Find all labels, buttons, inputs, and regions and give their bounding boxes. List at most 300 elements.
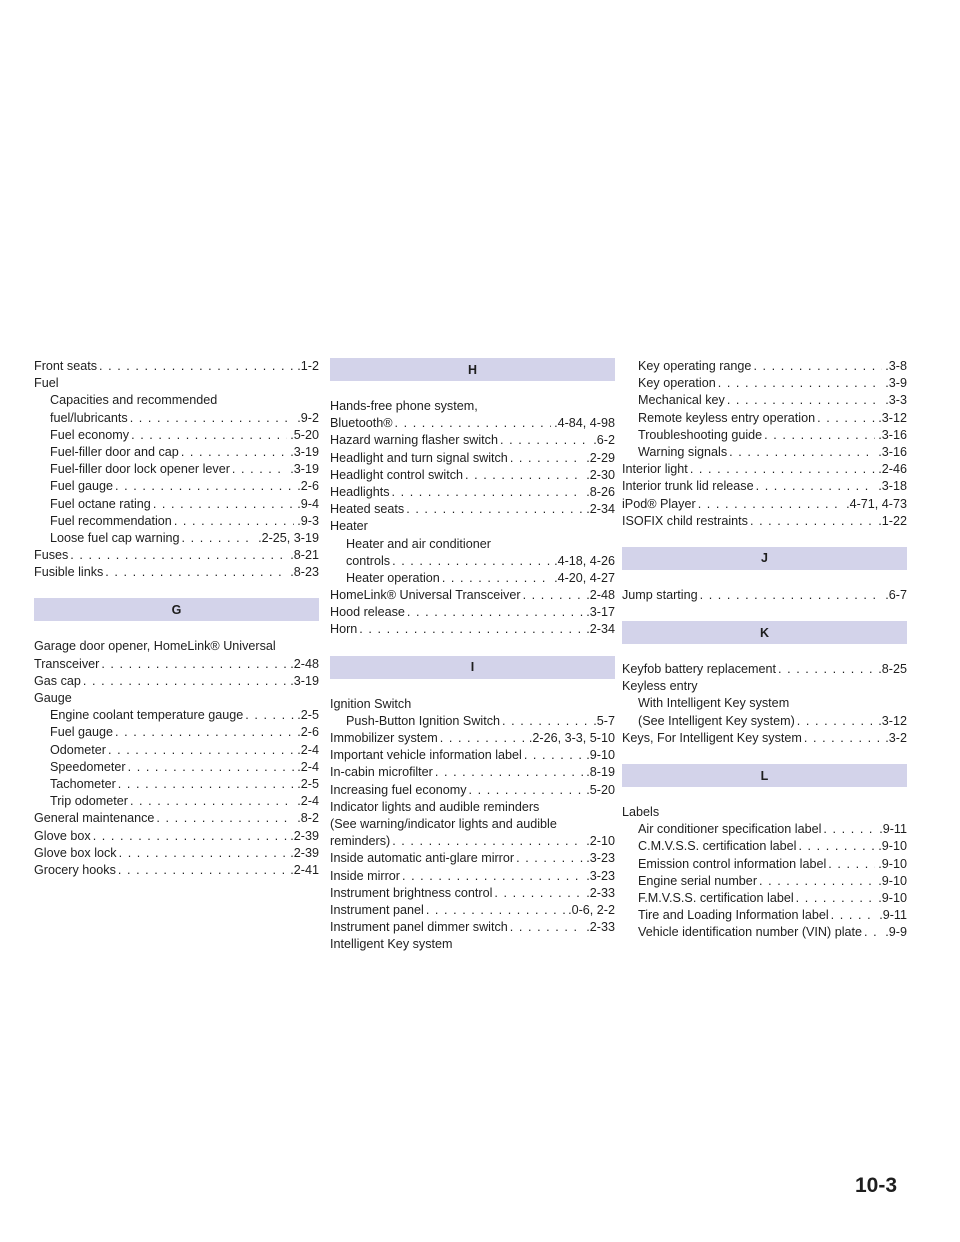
dot-leader [93,828,288,845]
dot-leader [690,461,875,478]
index-entry [34,530,319,547]
index-entry [34,673,319,690]
page-reference: .9-4 [297,496,319,511]
page-reference: .2-5 [297,776,319,791]
page-reference: .3-23 [586,868,615,883]
index-entry [34,793,319,810]
entry-text: Heater and air conditioner [346,536,491,551]
entry-text: F.M.V.S.S. certification label [638,890,794,905]
index-column-1 [34,358,319,879]
dot-leader [465,467,583,484]
entry-text: Important vehicle information label [330,748,522,763]
entry-text: controls [346,553,391,568]
index-entry [622,661,907,678]
entry-text: Capacities and recommended [50,393,218,408]
index-entry [622,856,907,873]
index-entry [34,478,319,495]
dot-leader [119,845,288,862]
entry-text: Keys, For Intelligent Key system [622,730,802,745]
entry-text: Headlight and turn signal switch [330,450,508,465]
dot-leader [718,375,883,392]
page-reference: .2-46 [878,462,907,477]
page-reference: .9-10 [878,890,907,905]
entry-text: Horn [330,622,358,637]
page-reference: .8-2 [297,811,319,826]
page-reference: .3-23 [586,851,615,866]
dot-leader [516,850,583,867]
page-reference: .9-9 [885,925,907,940]
section-header [622,621,907,644]
index-entry [330,467,615,484]
entry-text: Fuel-filler door and cap [50,444,179,459]
entry-text: fuel/lubricants [50,410,128,425]
entry-text: Garage door opener, HomeLink® Universal [34,639,276,654]
dot-leader [406,501,583,518]
dot-leader [442,570,551,587]
page-reference: .3-9 [885,376,907,391]
entry-text: General maintenance [34,811,155,826]
page-reference: .9-2 [297,410,319,425]
dot-leader [130,410,295,427]
dot-leader [392,833,583,850]
index-entry [34,547,319,564]
dot-leader [83,673,287,690]
page-reference: .2-41 [290,862,319,877]
dot-leader [359,621,583,638]
dot-leader [131,427,287,444]
dot-leader [402,868,583,885]
page-reference: .8-19 [586,765,615,780]
page-reference: .5-20 [290,427,319,442]
index-heading [330,518,615,535]
section-letter: I [470,660,475,675]
section-letter: L [760,768,769,783]
page-reference: .3-17 [586,605,615,620]
entry-text: Engine coolant temperature gauge [50,708,244,723]
page-reference: .6-2 [593,433,615,448]
index-entry [34,828,319,845]
page-reference: .3-3 [885,393,907,408]
dot-leader [435,764,583,781]
index-entry [330,713,615,730]
entry-text: Hood release [330,605,405,620]
index-heading [330,536,615,553]
entry-text: Fuel-filler door lock opener lever [50,462,230,477]
entry-text: Labels [622,805,660,819]
page-reference: .8-21 [290,548,319,563]
dot-leader [823,821,876,838]
dot-leader [524,747,583,764]
entry-text: Increasing fuel economy [330,782,467,797]
page-reference: .2-33 [586,885,615,900]
section-letter: K [759,625,770,640]
page-reference: .4-18, 4-26 [554,553,615,568]
entry-text: Hands-free phone system, [330,399,478,413]
index-entry [330,747,615,764]
page-number: 10-3 [855,1174,898,1197]
index-entry [330,902,615,919]
entry-text: Fuel [34,376,59,391]
index-entry [330,764,615,781]
section-header [34,598,319,621]
dot-leader [115,478,294,495]
dot-leader [115,724,294,741]
index-heading [622,804,907,821]
section-spacer [622,604,907,621]
index-entry [330,570,615,587]
page-reference: .9-10 [586,748,615,763]
index-entry [622,513,907,530]
index-heading [330,696,615,713]
index-entry [622,496,907,513]
entry-text: Keyfob battery replacement [622,662,777,677]
section-letter: H [467,362,478,377]
dot-leader [108,742,294,759]
index-heading [330,398,615,415]
entry-text: Loose fuel cap warning [50,530,180,545]
page-reference: .4-84, 4-98 [554,416,615,431]
index-entry [34,358,319,375]
index-heading [34,638,319,655]
dot-leader [469,782,584,799]
index-entry [330,850,615,867]
page-reference: .3-19 [290,462,319,477]
page-reference: .2-48 [290,656,319,671]
index-column-2 [330,358,615,953]
entry-text: Key operation [638,376,716,391]
dot-leader [182,530,256,547]
page-reference: .2-4 [297,742,319,757]
index-entry [622,890,907,907]
index-entry [622,730,907,747]
entry-text: Odometer [50,742,106,757]
page-reference: .2-5 [297,708,319,723]
entry-text: Heated seats [330,502,405,517]
entry-text: Transceiver [34,656,100,671]
entry-text: Fuel economy [50,427,130,442]
index-heading [34,375,319,392]
entry-text: Fuel gauge [50,479,114,494]
page-reference: .8-25 [878,662,907,677]
dot-leader [796,890,876,907]
page-reference: .2-6 [297,725,319,740]
dot-leader [99,358,294,375]
dot-leader [727,392,882,409]
page-reference: .2-10 [586,834,615,849]
entry-text: Intelligent Key system [330,937,453,952]
page-reference: .2-30 [586,467,615,482]
page-reference: .2-39 [290,845,319,860]
entry-text: Gas cap [34,673,81,688]
index-entry [330,868,615,885]
page-reference: .2-34 [586,502,615,517]
dot-leader [407,604,583,621]
page-reference: .8-23 [290,565,319,580]
page-reference: .3-8 [885,359,907,373]
page-reference: .9-10 [878,856,907,871]
dot-leader [128,759,295,776]
section-header [622,547,907,570]
entry-text: reminders) [330,834,391,849]
index-entry [622,392,907,409]
index-entry [330,885,615,902]
index-entry [622,907,907,924]
index-entry [34,461,319,478]
index-entry [34,513,319,530]
dot-leader [392,553,551,570]
index-entry [330,484,615,501]
page-reference: .2-26, 3-3, 5-10 [528,731,615,745]
dot-leader [500,432,590,449]
page-reference: .4-20, 4-27 [554,570,615,585]
entry-text: Troubleshooting guide [638,427,763,442]
page-reference: .3-16 [878,444,907,459]
entry-text: Immobilizer system [330,731,438,745]
dot-leader [70,547,287,564]
dot-leader [181,444,287,461]
index-heading [330,816,615,833]
page-reference: .9-10 [878,839,907,854]
entry-text: With Intelligent Key system [638,696,790,711]
entry-text: Indicator lights and audible reminders [330,799,540,814]
dot-leader [156,810,294,827]
entry-text: Ignition Switch [330,696,412,711]
dot-leader [828,856,875,873]
dot-leader [778,661,875,678]
index-entry [622,444,907,461]
page-reference: .2-6 [297,479,319,494]
dot-leader [502,713,590,730]
entry-text: Push-Button Ignition Switch [346,713,501,728]
dot-leader [798,838,875,855]
dot-leader [395,415,552,432]
entry-text: Remote keyless entry operation [638,410,816,425]
index-entry [330,782,615,799]
entry-text: Instrument brightness control [330,885,493,900]
section-header [330,656,615,679]
index-heading [330,936,615,953]
entry-text: Emission control information label [638,856,827,871]
page-reference: .5-7 [593,713,615,728]
dot-leader [105,564,287,581]
entry-text: Mechanical key [638,393,725,408]
section-letter: J [761,551,768,566]
index-entry [330,450,615,467]
page-reference: .3-19 [290,444,319,459]
dot-leader [864,924,882,941]
entry-text: Glove box lock [34,845,117,860]
section-spacer [330,639,615,656]
entry-text: In-cabin microfilter [330,765,433,780]
index-entry [330,415,615,432]
entry-text: Trip odometer [50,794,128,809]
index-entry [330,587,615,604]
index-entry [622,410,907,427]
index-entry [622,587,907,604]
entry-text: Fuel octane rating [50,496,151,511]
index-entry [34,496,319,513]
dot-leader [729,444,875,461]
entry-text: Vehicle identification number (VIN) plate [638,925,863,940]
entry-text: Interior trunk lid release [622,479,754,494]
entry-text: Inside automatic anti-glare mirror [330,851,515,866]
index-entry [622,427,907,444]
dot-leader [440,730,526,747]
index-entry [622,821,907,838]
entry-text: Heater operation [346,570,440,585]
entry-text: Fuses [34,548,69,563]
page-reference: .3-12 [878,713,907,728]
entry-text: (See Intelligent Key system) [638,713,795,728]
dot-leader [232,461,287,478]
index-entry [330,501,615,518]
section-header [330,358,615,381]
page-reference: .2-48 [586,588,615,603]
entry-text: HomeLink® Universal Transceiver [330,588,521,603]
dot-leader [831,907,877,924]
page-reference: .1-22 [878,513,907,528]
entry-text: Fusible links [34,565,104,580]
entry-text: Hazard warning flasher switch [330,433,498,448]
dot-leader [764,427,875,444]
entry-text: Interior light [622,462,688,477]
index-heading [622,695,907,712]
page-reference: .2-25, 3-19 [258,530,319,545]
page-reference: .2-4 [297,759,319,774]
index-entry [622,375,907,392]
dot-leader [759,873,875,890]
dot-leader [494,885,583,902]
entry-text: Headlight control switch [330,467,463,482]
dot-leader [817,410,875,427]
index-column-3 [622,358,907,942]
index-entry [34,742,319,759]
entry-text: Warning signals [638,444,728,459]
page-reference: .2-39 [290,828,319,843]
entry-text: C.M.V.S.S. certification label [638,839,797,854]
page-reference: .3-2 [885,730,907,745]
page-reference: .3-18 [878,479,907,494]
dot-leader [756,478,876,495]
dot-leader [797,713,875,730]
index-entry [330,432,615,449]
entry-text: Bluetooth® [330,416,393,431]
dot-leader [510,450,583,467]
index-heading [330,799,615,816]
entry-text: Key operating range [638,359,752,373]
entry-text: Engine serial number [638,873,758,888]
index-entry [622,461,907,478]
dot-leader [523,587,584,604]
index-entry [34,564,319,581]
index-entry [34,724,319,741]
entry-text: Heater [330,519,368,534]
entry-text: Jump starting [622,587,698,602]
entry-text: Instrument panel dimmer switch [330,920,508,935]
dot-leader [510,919,584,936]
dot-leader [101,656,287,673]
page-reference: .6-7 [885,587,907,602]
dot-leader [698,496,843,513]
index-entry [330,553,615,570]
page-reference: .2-33 [586,920,615,935]
dot-leader [804,730,882,747]
page-reference: .0-6, 2-2 [568,902,615,917]
entry-text: ISOFIX child restraints [622,513,748,528]
index-entry [330,604,615,621]
page-reference: .2-29 [586,450,615,465]
entry-text: Headlights [330,484,390,499]
index-heading [34,392,319,409]
dot-leader [153,496,294,513]
section-header [622,764,907,787]
index-entry [330,919,615,936]
index-entry [622,478,907,495]
page-reference: .9-10 [878,873,907,888]
index-entry [622,838,907,855]
entry-text: Tire and Loading Information label [638,908,829,923]
dot-leader [750,513,875,530]
index-entry [330,621,615,638]
index-entry [34,707,319,724]
entry-text: Fuel recommendation [50,513,172,528]
section-spacer [622,530,907,547]
index-entry [34,810,319,827]
dot-leader [426,902,565,919]
index-heading [34,690,319,707]
index-entry [622,358,907,375]
index-entry [34,427,319,444]
page-reference: .1-2 [297,359,319,373]
dot-leader [700,587,883,604]
entry-text: Air conditioner specification label [638,822,822,837]
entry-text: Keyless entry [622,679,698,694]
entry-text: iPod® Player [622,496,696,511]
index-heading [622,678,907,695]
entry-text: Speedometer [50,759,126,774]
entry-text: Grocery hooks [34,862,116,877]
index-entry [622,713,907,730]
dot-leader [392,484,584,501]
dot-leader [753,358,882,375]
section-spacer [34,581,319,598]
index-entry [34,759,319,776]
index-entry [34,410,319,427]
index-entry [622,924,907,941]
section-letter: G [171,602,182,617]
dot-leader [130,793,294,810]
index-entry [34,444,319,461]
page-reference: .3-19 [290,673,319,688]
page-reference: .4-71, 4-73 [846,496,907,511]
entry-text: Tachometer [50,776,116,791]
index-entry [330,730,615,747]
page-reference: .3-12 [878,410,907,425]
page-reference: .9-3 [297,513,319,528]
entry-text: Gauge [34,691,72,705]
dot-leader [174,513,294,530]
entry-text: Inside mirror [330,868,400,883]
section-spacer [622,747,907,764]
page-reference: .9-11 [879,908,907,923]
entry-text: Instrument panel [330,902,424,917]
dot-leader [118,862,287,879]
page-reference: .5-20 [586,782,615,797]
entry-text: Front seats [34,359,97,373]
index-entry [330,833,615,850]
index-entry [34,656,319,673]
entry-text: Glove box [34,828,91,843]
